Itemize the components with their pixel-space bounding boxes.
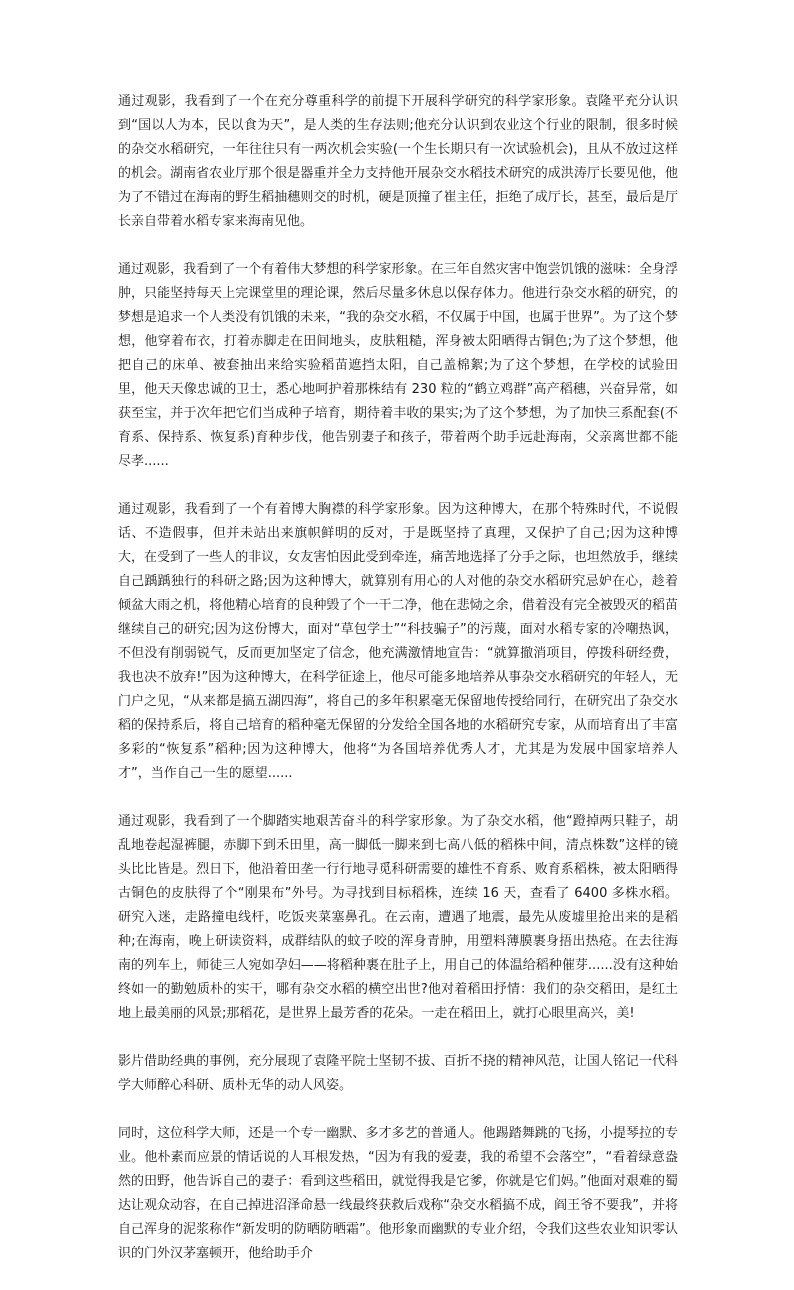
paragraph-great-dream: 通过观影，我看到了一个有着伟大梦想的科学家形象。在三年自然灾害中饱尝饥饿的滋味：全身浮肿，只能坚持每天上完课堂里的理论课，然后尽量多休息以保存体力。他进行杂交水稻的研究，的梦想是追求一个人类没有饥饿的未来，“我的杂交水稻，不仅属于中国，也属于世界”。为了这个梦想，他穿着布衣，打着赤脚走在田间地头，皮肤粗糙，浑身被太阳晒得古铜色;为了这个梦想，他把自己的床单、被套抽出来给实验稻苗遮挡太阳，自己盖棉絮;为了这个梦想，在学校的试验田里，他天天像忠诚的卫士，悉心地呵护着那株结有 230 粒的“鹤立鸡群”高产稻穗，兴奋异常，如获至宝，并于次年把它们当成种子培育，期待着丰收的果实;为了这个梦想，为了加快三系配套(不育系、保持系、恢复系)育种步伐，他告别妻子和孩子，带着两个助手远赴海南，父亲离世都不能尽孝...... (118, 262, 678, 469)
paragraph-ordinary-person: 同时，这位科学大师，还是一个专一幽默、多才多艺的普通人。他踢踏舞跳的飞扬，小提琴拉的专业。他朴素而应景的情话说的人耳根发热，“因为有我的爱妻，我的希望不会落空”，“看着绿意盎然的田野，他告诉自己的妻子：看到这些稻田，就觉得我是它爹，你就是它们妈。”他面对艰难的蜀达让观众动容，在自己掉进沼泽命悬一线最终获救后戏称“杂交水稻搞不成，阎王爷不要我”，并将自己浑身的泥浆称作“新发明的防晒防晒霜”。他形象而幽默的专业介绍，令我们这些农业知识零认识的门外汉茅塞顿开，他给助手介 (118, 1126, 678, 1261)
paragraph-scientific-respect: 通过观影，我看到了一个在充分尊重科学的前提下开展科学研究的科学家形象。袁隆平充分认识到“国以人为本，民以食为天”，是人类的生存法则;他充分认识到农业这个行业的限制，很多时候的杂交水稻研究，一年往往只有一两次机会实验(一个生长期只有一次试验机会)，且从不放过这样的机会。湖南省农业厅那个很是器重并全力支持他开展杂交水稻技术研究的成洪涛厅长要见他，他为了不错过在海南的野生稻抽穗则交的时机，硬是顶撞了崔主任，拒绝了成厅长，甚至，最后是厅长亲自带着水稻专家来海南见他。 (118, 94, 678, 229)
paragraph-broad-mind: 通过观影，我看到了一个有着博大胸襟的科学家形象。因为这种博大，在那个特殊时代，不说假话、不造假事，但并未站出来旗帜鲜明的反对，于是既坚持了真理，又保护了自己;因为这种博大，在受到了一些人的非议，女友害怕因此受到牵连，痛苦地选择了分手之际，也坦然放手，继续自己踽踽独行的科研之路;因为这种博大，就算别有用心的人对他的杂交水稻研究忌妒在心，趁着倾盆大雨之机，将他精心培育的良种毁了个一干二净，他在悲恸之余，借着没有完全被毁灭的稻苗继续自己的研究;因为这份博大，面对“草包学士”“科技骗子”的污蔑，面对水稻专家的冷嘲热讽，不但没有削弱锐气，反而更加坚定了信念，他充满激情地宣告：“就算撤消项目，停拨科研经费，我也决不放弃!”因为这种博大，在科学征途上，他尽可能多地培养从事杂交水稻研究的年轻人，无门户之见，“从来都是搞五湖四海”，将自己的多年积累毫无保留地传授给同行，在研究出了杂交水稻的保持系后，将自己培育的稻种毫无保留的分发给全国各地的水稻研究专家，从而培育出了丰富多彩的“恢复系”稻种;因为这种博大，他将“为各国培养优秀人才，尤其是为发展中国家培养人才”，当作自己一生的愿望...... (118, 502, 678, 781)
paragraph-hard-work: 通过观影，我看到了一个脚踏实地艰苦奋斗的科学家形象。为了杂交水稻，他“蹬掉两只鞋子，胡乱地卷起湿裤腿，赤脚下到禾田里，高一脚低一脚来到七高八低的稻株中间，清点株数”这样的镜头比比皆是。烈日下，他沿着田垄一行行地寻觅科研需要的雄性不育系、败育系稻株，被太阳晒得古铜色的皮肤得了个“刚果布”外号。为寻找到目标稻株，连续 16 天，查看了 6400 多株水稻。研究入迷，走路撞电线杆，吃饭夹菜塞鼻孔。在云南，遭遇了地震，最先从废墟里抢出来的是稻种;在海南，晚上研读资料，成群结队的蚊子咬的浑身青肿，用塑料薄膜裹身捂出热疮。在去往海南的列车上，师徒三人宛如孕妇——将稻种裹在肚子上，用自己的体温给稻种催芽......没有这种始终如一的勤勉质朴的实干，哪有杂交水稻的横空出世?他对着稻田抒情：我们的杂交稻田，是红土地上最美丽的风景;那稻花，是世界上最芳香的花朵。一走在稻田上，就打心眼里高兴，美! (118, 814, 678, 1021)
paragraph-summary: 影片借助经典的事例，充分展现了袁隆平院士坚韧不拔、百折不挠的精神风范，让国人铭记一代科学大师醉心科研、质朴无华的动人风姿。 (118, 1054, 678, 1093)
document-page (118, 90, 678, 1290)
